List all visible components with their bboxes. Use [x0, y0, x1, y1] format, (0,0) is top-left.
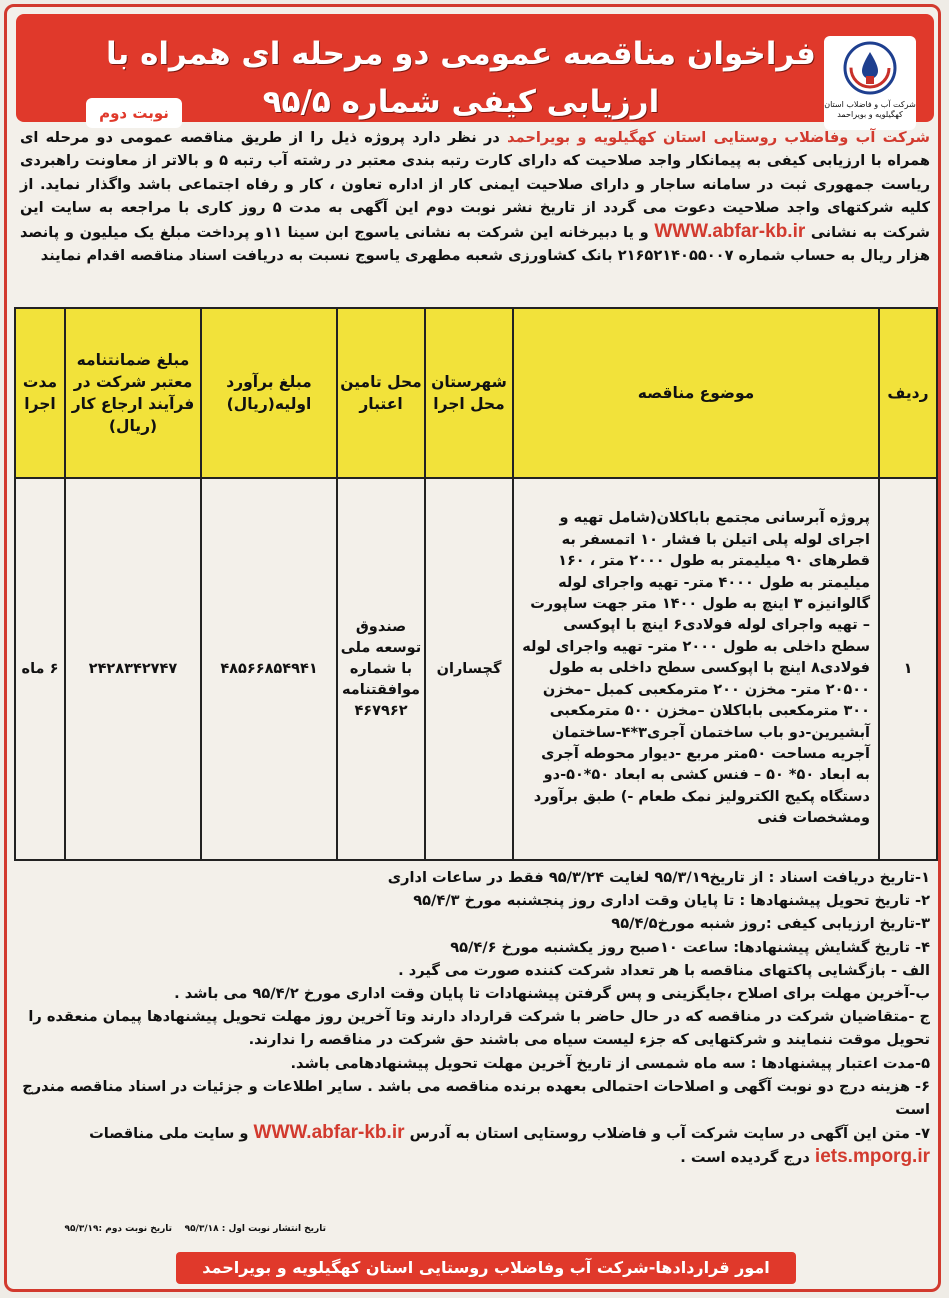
- company-name: شرکت آب وفاضلاب روستایی استان کهگیلویه و بویراحمد: [507, 129, 930, 146]
- note-7: [16, 1121, 930, 1169]
- intro-paragraph: [20, 126, 930, 267]
- water-drop-logo-icon: [842, 40, 898, 96]
- cell-row-no: ۱: [879, 478, 937, 860]
- first-publication-date: تاریخ انتشار نوبت اول : ۹۵/۳/۱۸: [184, 1224, 326, 1234]
- publication-dates: [16, 1224, 326, 1234]
- footer-banner: امور قراردادها-شرکت آب وفاضلاب روستایی استان کهگیلویه و بویراحمد: [176, 1252, 796, 1284]
- note-2: ۲- تاریخ تحویل پیشنهادها : تا پایان وقت اداری روز پنجشنبه مورخ ۹۵/۴/۳: [413, 892, 930, 910]
- title-line-1: فراخوان مناقصه عمومی دو مرحله ای همراه با: [106, 36, 816, 72]
- notes-list: [16, 866, 930, 1170]
- cell-funding: صندوق توسعه ملی با شماره موافقتنامه ۴۶۷۹۶۲: [337, 478, 425, 860]
- note-3: ۳-تاریخ ارزیابی کیفی :روز شنبه مورخ۹۵/۴/۵: [611, 915, 930, 933]
- second-publication-date: تاریخ نوبت دوم :۹۵/۳/۱۹: [64, 1224, 173, 1234]
- cell-duration: ۶ ماه: [15, 478, 65, 860]
- note-7-text-c: درج گردیده است .: [680, 1149, 815, 1167]
- header-duration: مدت اجرا: [15, 308, 65, 478]
- cell-estimate: ۴۸۵۶۶۸۵۴۹۴۱: [201, 478, 337, 860]
- company-logo: [824, 36, 916, 130]
- note-1: ۱-تاریخ دریافت اسناد : از تاریخ۹۵/۳/۱۹ لغایت ۹۵/۳/۲۴ فقط در ساعات اداری: [387, 869, 930, 886]
- header-funding: محل تامین اعتبار: [337, 308, 425, 478]
- title-line-2: ارزیابی کیفی شماره ۹۵/۵: [262, 84, 660, 120]
- note-6: ۶- هزینه درج دو نوبت آگهی و اصلاحات احتمالی بعهده برنده مناقصه می باشد . سایر اطلاعات و جزئیات در اسناد مناقصه مندرج است: [22, 1077, 930, 1119]
- header-guarantee: مبلغ ضمانتنامه معتبر شرکت در فرآیند ارجاع کار (ریال): [65, 308, 201, 478]
- ad-title: [76, 30, 846, 126]
- cell-guarantee: ۲۴۲۸۳۴۲۷۴۷: [65, 478, 201, 860]
- logo-text-2: کهگیلویه و بویراحمد: [837, 110, 903, 119]
- note-5: ۵-مدت اعتبار پیشنهادها : سه ماه شمسی از تاریخ آخرین مهلت تحویل پیشنهادهامی باشد.: [290, 1054, 930, 1072]
- intro-text-2: و یا دبیرخانه این شرکت به نشانی یاسوج ابن سینا ۱۱و پرداخت مبلغ یک میلیون و پانصد هزار ریال به حساب شماره ۲۱۶۵۲۱۴۰۵۵۰۰۷ بانک کشاورزی شعبه مطهری یاسوج نسبت به دریافت اسناد مناقصه اقدام نمایند: [20, 223, 930, 265]
- cell-subject: پروژه آبرسانی مجتمع باباکلان(شامل تهیه و اجرای لوله پلی اتیلن با فشار ۱۰ اتمسفر به قطرهای ۹۰ میلیمتر به طول ۲۰۰۰ متر ، ۱۶۰ میلیمتر به طول ۴۰۰۰ متر- تهیه واجرای لوله گالوانیزه ۳ اینچ به طول ۱۴۰۰ متر جهت ساپورت – تهیه واجرای لوله فولادی۶ اینچ با اپوکسی سطح داخلی به طول ۲۰۰۰ متر- تهیه واجرای لوله فولادی۸ اینچ با اپوکسی سطح داخلی به طول ۲۰۵۰۰ متر- مخزن ۲۰۰ مترمکعبی کمبل –مخزن ۳۰۰ مترمکعبی باباکلان –مخزن ۵۰۰ مترمکعبی آبشیرین-دو باب ساختمان آجری۳*۴-ساختمان آجریه مساحت ۵۰متر مربع -دیوار محوطه آجری به ابعاد ۵۰* ۵۰ – فنس کشی به ابعاد ۵۰*۵۰-دو دستگاه پکیج الکترولیز نمک طعام -) طبق برآورد ومشخصات فنی: [513, 478, 879, 860]
- table-row: [15, 478, 937, 860]
- tender-table: [14, 307, 938, 861]
- note-4: ۴- تاریخ گشایش پیشنهادها: ساعت ۱۰صبح روز یکشنبه مورخ ۹۵/۴/۶: [450, 938, 930, 956]
- table-header-row: [15, 308, 937, 478]
- logo-text-1: شرکت آب و فاضلاب استان: [824, 100, 916, 109]
- note-jim: ج -متقاضیان شرکت در مناقصه که در حال حاضر با شرکت قرارداد دارند وتا آخرین روز مهلت تحویل پیشنهادها پیمان منعقده را تحویل موقت ننمایند و شرکتهایی که جزء لیست سیاه می باشند حق شرکت در مناقصه را ندارند.: [28, 1008, 930, 1049]
- note-7-tender-site-link[interactable]: iets.mporg.ir: [814, 1146, 930, 1168]
- note-be: ب-آخرین مهلت برای اصلاح ،جایگزینی و پس گرفتن پیشنهادات تا پایان وقت اداری مورخ ۹۵/۴/۲ می باشد .: [174, 985, 930, 1003]
- intro-text-1: در نظر دارد پروژه ذیل را از طریق مناقصه عمومی دو مرحله ای همراه با ارزیابی کیفی به پیمانکار واجد صلاحیت که دارای کارت رتبه بندی معتبر در رشته آب رتبه ۵ و بالاتر از معاونت راهبردی ریاست جمهوری ثبت در سامانه ساجار و دارای صلاحیت ایمنی کار از اداره تعاون ، کار و رفاه اجتماعی باشد واگذار نماید. از کلیه شرکتهای واجد صلاحیت دعوت می گردد از تاریخ نشر نوبت دوم این آگهی به مدت ۵ روز کاری با مراجعه به سایت این شرکت به نشانی: [20, 129, 930, 241]
- round-badge: نوبت دوم: [86, 98, 182, 128]
- cell-city: گچساران: [425, 478, 513, 860]
- note-7-website-link[interactable]: WWW.abfar-kb.ir: [253, 1122, 405, 1144]
- header-subject: موضوع مناقصه: [513, 308, 879, 478]
- header-city: شهرستان محل اجرا: [425, 308, 513, 478]
- header-estimate: مبلغ برآورد اولیه(ریال): [201, 308, 337, 478]
- website-link[interactable]: WWW.abfar-kb.ir: [654, 220, 806, 242]
- title-banner: [16, 14, 934, 122]
- note-alef: الف - بازگشایی پاکتهای مناقصه با هر تعداد شرکت کننده صورت می گیرد .: [398, 961, 930, 979]
- note-7-text-b: و سایت ملی مناقصات: [89, 1125, 254, 1143]
- note-7-text-a: ۷- متن این آگهی در سایت شرکت آب و فاضلاب روستایی استان به آدرس: [404, 1125, 930, 1143]
- header-row-no: ردیف: [879, 308, 937, 478]
